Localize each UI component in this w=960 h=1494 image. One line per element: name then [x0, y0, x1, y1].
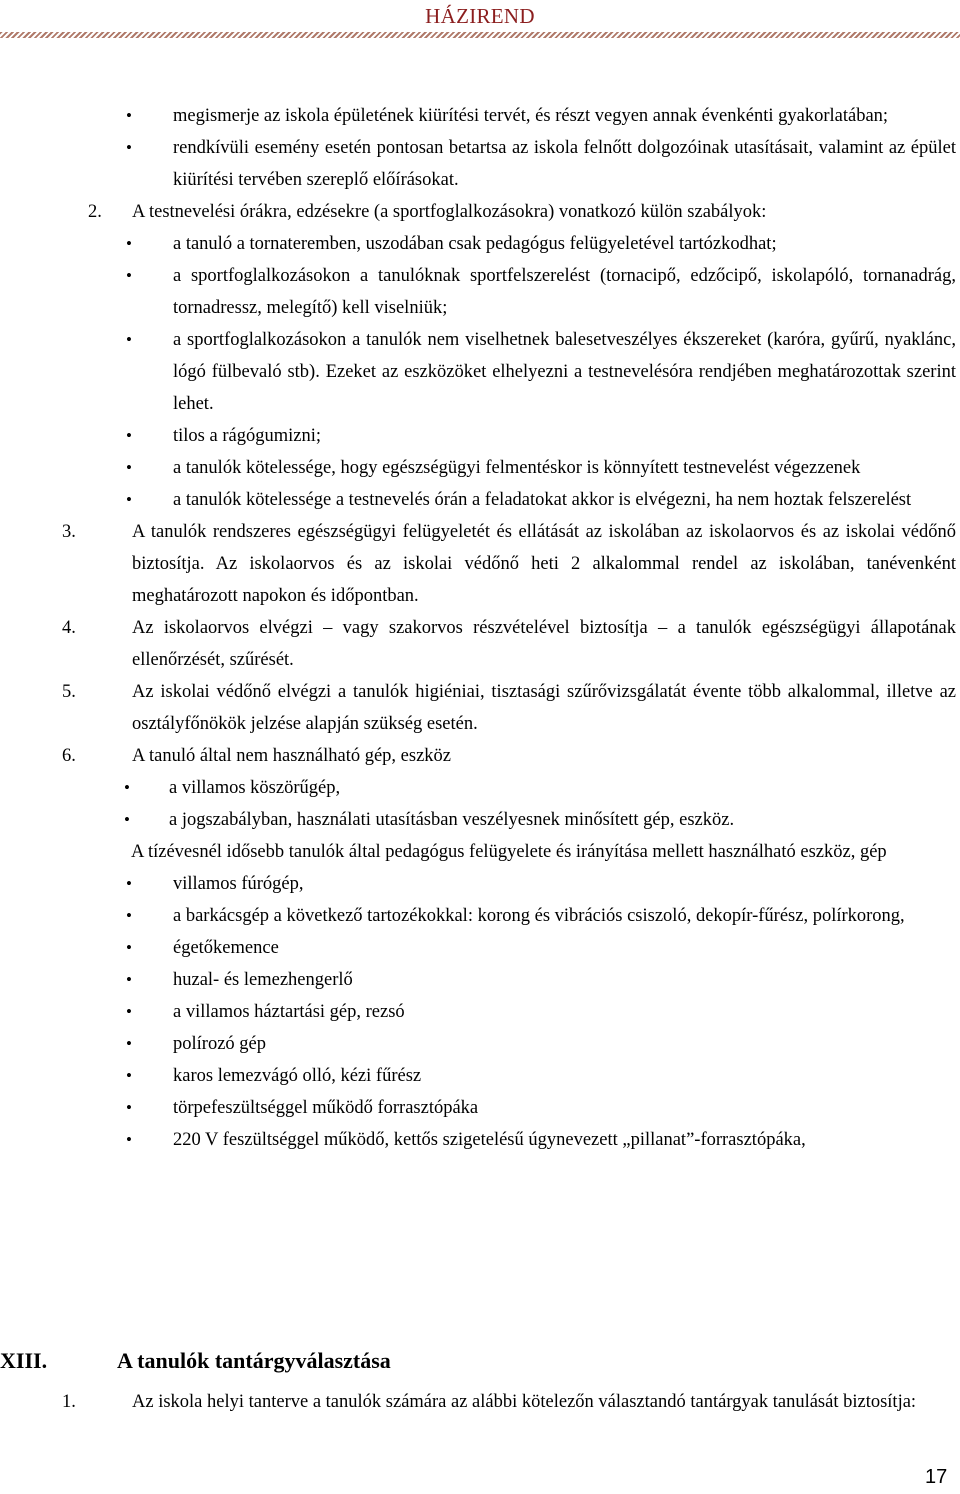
list-item: • a sportfoglalkozásokon a tanulók nem viselhetnek balesetveszélyes ékszereket (karóra, gyűrű, nyaklánc, lógó fülbevaló stb). Ezeket az eszközöket elhelyezni a testnevelésóra rendjében meghatározottak szerint lehet.	[0, 324, 960, 420]
list-item: • a tanuló a tornateremben, uszodában csak pedagógus felügyeletével tartózkodhat;	[0, 228, 960, 260]
item-number: 4.	[62, 618, 76, 638]
numbered-item-6	[0, 740, 960, 772]
item-number: 1.	[62, 1392, 76, 1412]
list-item: • a jogszabályban, használati utasításban veszélyesnek minősített gép, eszköz.	[0, 804, 960, 836]
numbered-item-3	[0, 516, 960, 612]
list-item: • a tanulók kötelessége, hogy egészségügyi felmentéskor is könnyített testnevelést végezzenek	[0, 452, 960, 484]
numbered-item-5	[0, 676, 960, 740]
item-text: Az iskola helyi tanterve a tanulók számára az alábbi kötelezőn választandó tantárgyak tanulását biztosítja:	[132, 1392, 917, 1412]
item-number: 5.	[62, 682, 76, 702]
list-item: • karos lemezvágó olló, kézi fűrész	[0, 1060, 960, 1092]
list-item: • törpefeszültséggel működő forrasztópáka	[0, 1092, 960, 1124]
list-item: • a barkácsgép a következő tartozékokkal: korong és vibrációs csiszoló, dekopír-fűrész, polírkorong,	[0, 900, 960, 932]
list-item: • a villamos háztartási gép, rezsó	[0, 996, 960, 1028]
item-number: 2.	[88, 202, 102, 222]
list-item: • a villamos köszörűgép,	[0, 772, 960, 804]
list-item: • tilos a rágógumizni;	[0, 420, 960, 452]
item-text: A tanuló által nem használható gép, eszköz	[132, 746, 452, 766]
section-content	[0, 1386, 960, 1418]
list-item: • megismerje az iskola épületének kiürítési tervét, és részt vegyen annak évenkénti gyakorlatában;	[0, 100, 960, 132]
list-item: • a sportfoglalkozásokon a tanulóknak sportfelszerelést (tornacipő, edzőcipő, iskolapóló, tornanadrág, tornadressz, melegítő) kell viselniük;	[0, 260, 960, 324]
list-item: • a tanulók kötelessége a testnevelés órán a feladatokat akkor is elvégezni, ha nem hoztak felszerelést	[0, 484, 960, 516]
header-divider	[0, 32, 960, 38]
list-item: • huzal- és lemezhengerlő	[0, 964, 960, 996]
item-number: 6.	[62, 746, 76, 766]
item-number: 3.	[62, 522, 76, 542]
list-item: • villamos fúrógép,	[0, 868, 960, 900]
list-item: • rendkívüli esemény esetén pontosan betartsa az iskola felnőtt dolgozóinak utasításait, valamint az épület kiürítési tervében szereplő előírásokat.	[0, 132, 960, 196]
page-header-title: HÁZIREND	[425, 4, 535, 28]
numbered-item-4	[0, 612, 960, 676]
item-text: Az iskolai védőnő elvégzi a tanulók higiéniai, tisztasági szűrővizsgálatát évente több alkalommal, illetve az osztályfőnökök jelzése alapján szükség esetén.	[132, 682, 956, 734]
item-text: A tanulók rendszeres egészségügyi felügyeletét és ellátását az iskolában az iskolaorvos és az iskolai védőnő biztosítja. Az iskolaorvos és az iskolai védőnő heti 2 alkalommal rendel az iskolában, tanévenként meghatározott napokon és időpontban.	[132, 522, 956, 606]
paragraph: A tízévesnél idősebb tanulók által pedagógus felügyelete és irányítása mellett használható eszköz, gép	[131, 842, 887, 862]
item-text: A testnevelési órákra, edzésekre (a sportfoglalkozásokra) vonatkozó külön szabályok:	[132, 202, 767, 222]
item-text: Az iskolaorvos elvégzi – vagy szakorvos részvételével biztosítja – a tanulók egészségügyi állapotának ellenőrzését, szűrését.	[132, 618, 956, 670]
section-number: XIII.	[0, 1348, 48, 1373]
page-number: 17	[925, 1466, 948, 1488]
section-title: A tanulók tantárgyválasztása	[117, 1348, 391, 1373]
list-item: • polírozó gép	[0, 1028, 960, 1060]
list-item: • égetőkemence	[0, 932, 960, 964]
numbered-item-1	[0, 1386, 960, 1418]
list-item: • 220 V feszültséggel működő, kettős szigetelésű úgynevezett „pillanat”-forrasztópáka,	[0, 1124, 960, 1156]
document-body	[0, 100, 960, 1156]
numbered-item-2	[0, 196, 960, 228]
